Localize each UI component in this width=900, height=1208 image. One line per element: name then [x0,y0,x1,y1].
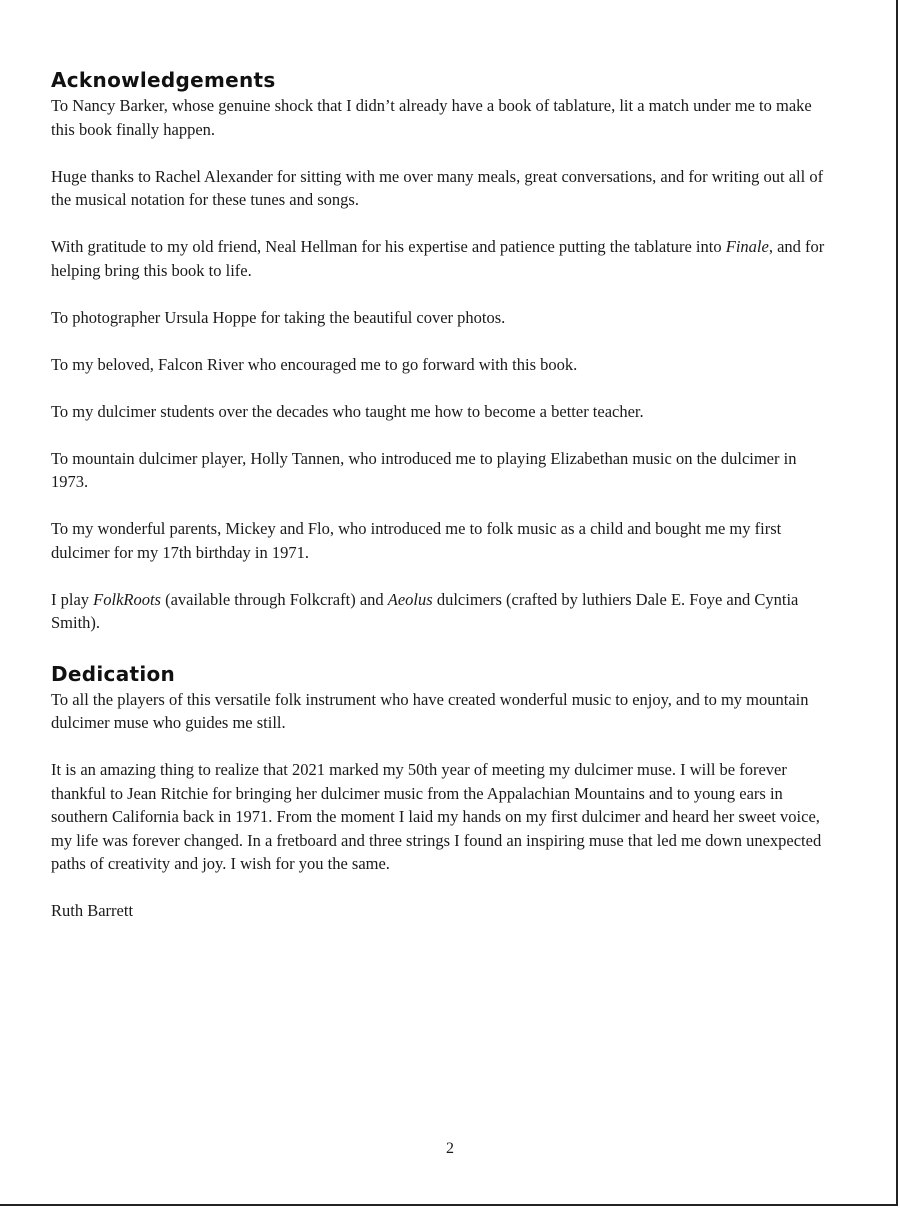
dedication-paragraph-2: It is an amazing thing to realize that 2021 marked my 50th year of meeting my dulcimer muse. I will be forever thankful to Jean Ritchie for bringing her dulcimer music from the Appalachian Mountains and to young ears in southern California back in 1971. From the moment I laid my hands on my first dulcimer and heard her sweet voice, my life was forever changed. In a fretboard and three strings I found an inspiring muse that led me down unexpected paths of creativity and joy. I wish for you the same. [51,760,822,873]
acknowledgement-rachel-alexander: Huge thanks to Rachel Alexander for sitting with me over many meals, great conversations, and for writing out all of the musical notation for these tunes and songs. [51,166,824,209]
acknowledgement-parents: To my wonderful parents, Mickey and Flo, who introduced me to folk music as a child and bought me my first dulcimer for my 17th birthday in 1971. [51,519,782,562]
text-run: With gratitude to my old friend, Neal Hellman for his expertise and patience putting the tablature into [51,237,726,256]
dedication-heading: Dedication [51,661,176,686]
text-run: I play [51,589,94,609]
acknowledgement-holly-tannen: To mountain dulcimer player, Holly Tannen, who introduced me to playing Elizabethan music on the dulcimer in 1973. [51,448,797,491]
dedication-paragraph-1: To all the players of this versatile folk instrument who have created wonderful music to enjoy, and to my mountain dulcimer muse who guides me still. [51,689,809,732]
acknowledgement-students: To my dulcimer students over the decades who taught me how to become a better teacher. [51,401,644,421]
acknowledgements-section [51,66,831,635]
acknowledgement-nancy-barker: To Nancy Barker, whose genuine shock that I didn’t already have a book of tablature, lit a match under me to make this book finally happen. [51,96,812,139]
acknowledgement-neal-hellman [51,235,831,282]
page-number: 2 [446,1140,454,1157]
acknowledgement-ursula-hoppe: To photographer Ursula Hoppe for taking the beautiful cover photos. [51,307,506,327]
acknowledgement-falcon-river: To my beloved, Falcon River who encouraged me to go forward with this book. [51,354,578,374]
dedication-section [51,660,831,923]
text-run: dulcimers (crafted by luthiers Dale E. Foye and Cyntia Smith). [51,589,799,632]
text-run: , and for helping bring this book to life. [51,237,825,280]
page-content [51,66,831,923]
italic-title-finale: Finale [725,237,769,256]
italic-brand-aeolus: Aeolus [387,589,433,609]
acknowledgement-instruments [51,588,831,635]
italic-brand-folkroots: FolkRoots [93,589,161,609]
acknowledgements-heading: Acknowledgements [51,68,276,92]
signature: Ruth Barrett [51,901,134,920]
text-run: (available through Folkcraft) and [160,589,388,609]
